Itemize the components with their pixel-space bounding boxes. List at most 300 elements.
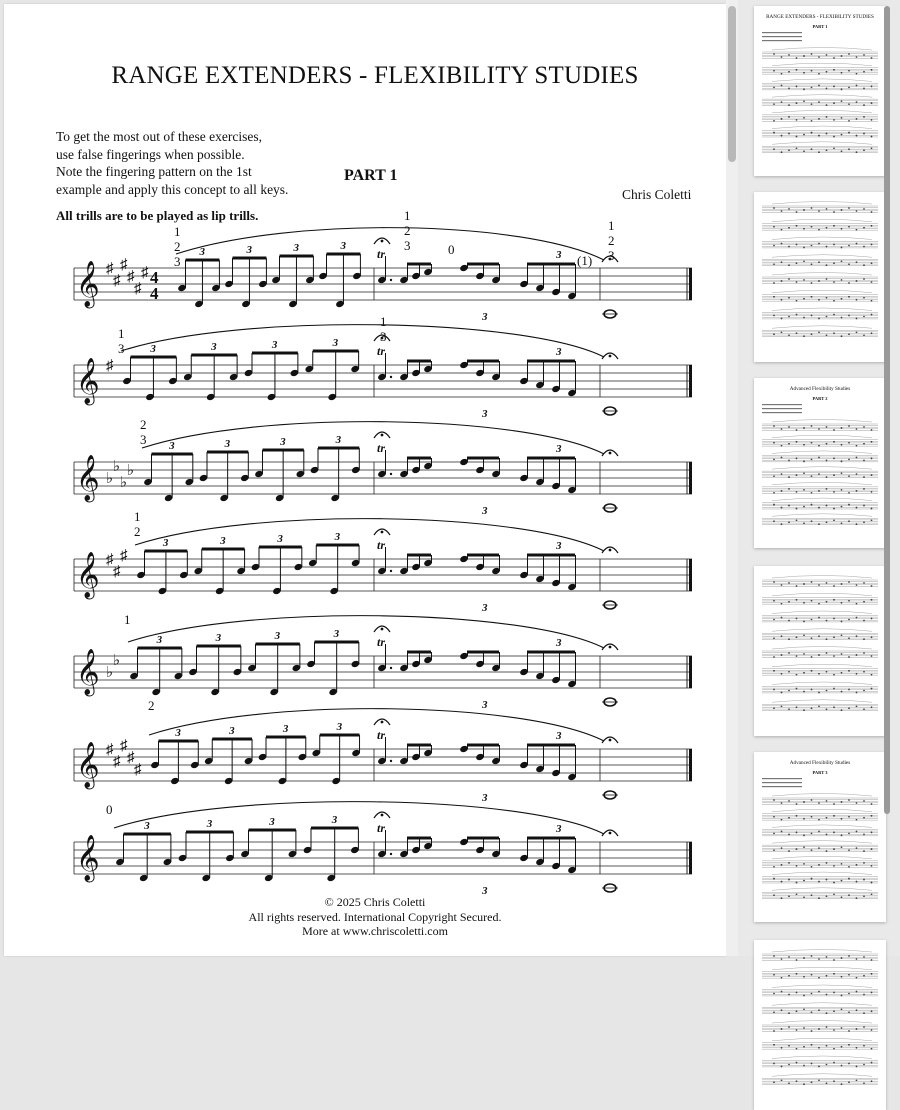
thumbnail-note: [826, 994, 828, 996]
treble-clef-icon: 𝄞: [76, 742, 100, 787]
thumbnail-note: [773, 425, 775, 427]
thumbnail-note: [818, 1009, 820, 1011]
thumbnail-note: [803, 335, 805, 337]
thumbnail-note: [826, 460, 828, 462]
thumbnail-note: [841, 880, 843, 882]
thumbnail-note: [803, 260, 805, 262]
thumbnail-note: [841, 818, 843, 820]
thumbnail-note: [796, 491, 798, 493]
thumbnail-slur: [772, 794, 872, 797]
thumbnail-note: [796, 832, 798, 834]
thumbnail-part: PART 2: [812, 396, 828, 401]
thumbnail-note: [781, 847, 783, 849]
thumbnail-note: [841, 1008, 843, 1010]
thumbnail-note: [841, 846, 843, 848]
thumbnail-note: [818, 135, 820, 137]
thumbnail-note: [871, 86, 873, 88]
thumbnail-note: [848, 226, 850, 228]
triplet-mark: 3: [156, 634, 163, 646]
thumbnail-note: [781, 490, 783, 492]
thumbnail-note: [833, 1029, 835, 1031]
thumbnail-slur: [772, 593, 872, 596]
thumbnail-note: [788, 817, 790, 819]
thumbnail-note: [841, 1046, 843, 1048]
thumbnail-note: [871, 1010, 873, 1012]
thumbnail-note: [841, 583, 843, 585]
main-scrollbar-thumb[interactable]: [728, 6, 736, 162]
fermata-dot: [381, 628, 384, 631]
thumbnail-note: [848, 849, 850, 851]
thumbnail-note: [863, 278, 865, 280]
thumbnail-slur: [772, 985, 872, 988]
sharp-icon: ♯: [120, 738, 128, 754]
thumbnail-note: [781, 1047, 783, 1049]
slur: [114, 802, 604, 834]
thumbnail-note: [848, 707, 850, 709]
thumbnail-note: [856, 318, 858, 320]
thumbnail-note: [856, 135, 858, 137]
trill-mark: tr: [377, 247, 386, 261]
fermata-dot: [609, 355, 612, 358]
thumbnail-note: [863, 671, 865, 673]
thumbnail-note: [848, 1063, 850, 1065]
triplet-mark: 3: [271, 339, 278, 351]
thumbnail-note: [833, 300, 835, 302]
thumbnail-note: [833, 636, 835, 638]
thumbnail-note: [781, 457, 783, 459]
thumbnail-note: [773, 1063, 775, 1065]
thumbnail-note: [788, 638, 790, 640]
thumbnail-note: [796, 688, 798, 690]
thumbnail-note: [781, 473, 783, 475]
thumbnail-note: [773, 103, 775, 105]
thumbnail-note: [856, 958, 858, 960]
thumbnail-slur: [772, 95, 872, 98]
thumbnail-note: [833, 973, 835, 975]
thumbnail-slur: [772, 237, 872, 240]
thumbnail-note: [796, 314, 798, 316]
staff-system: [74, 709, 692, 799]
trill-mark: tr: [377, 635, 386, 649]
thumbnail-note: [773, 816, 775, 818]
thumbnail-note: [796, 599, 798, 601]
thumbnail-note: [788, 426, 790, 428]
fingering-number: 2: [174, 239, 181, 254]
thumbnail-note: [826, 334, 828, 336]
thumbnail-note: [863, 975, 865, 977]
trill-fingering-number: 3: [404, 238, 411, 253]
thumbnail-note: [781, 831, 783, 833]
thumbnail-note: [773, 581, 775, 583]
staff-system: [74, 802, 692, 892]
fermata-dot: [381, 814, 384, 817]
thumbnail-note: [811, 103, 813, 105]
triplet-mark: 3: [211, 341, 217, 353]
thumbnail-slur: [772, 63, 872, 66]
thumbnail-note: [863, 620, 865, 622]
thumbnail-note: [796, 848, 798, 850]
thumbnail-note: [781, 280, 783, 282]
thumbnail-note: [788, 862, 790, 864]
thumbnail-note: [833, 706, 835, 708]
thumbnail-note: [773, 878, 775, 880]
thumbnail-note: [833, 332, 835, 334]
thumbnail-note: [811, 492, 813, 494]
thumbnail-note: [856, 85, 858, 87]
thumbnail-note: [833, 1080, 835, 1082]
thumbnail-note: [788, 975, 790, 977]
thumbnail-note: [841, 279, 843, 281]
thumbnail-note: [833, 281, 835, 283]
thumbnail-note: [841, 150, 843, 152]
thumbnail-note: [818, 831, 820, 833]
thumbnail-note: [826, 862, 828, 864]
thumbnail-note: [781, 1009, 783, 1011]
thumbnail-note: [818, 457, 820, 459]
thumbnail-preview: [754, 752, 886, 922]
thumbnail-note: [871, 992, 873, 994]
thumbnail-note: [826, 879, 828, 881]
fingering-number: 2: [134, 524, 141, 539]
thumbnail-note: [781, 635, 783, 637]
thumbnail-note: [826, 850, 828, 852]
thumbnail-note: [863, 316, 865, 318]
instruction-line: example and apply this concept to all keys.: [56, 181, 289, 197]
fermata-dot: [609, 832, 612, 835]
thumbnail-note: [803, 209, 805, 211]
thumbnail-note: [848, 296, 850, 298]
page-thumbnail[interactable]: [754, 940, 886, 1110]
sharp-icon: ♯: [113, 754, 121, 770]
thumbnail-note: [796, 636, 798, 638]
thumbnail-note: [848, 282, 850, 284]
thumbnail-note: [833, 815, 835, 817]
dot: [390, 473, 392, 475]
thumbnail-note: [796, 1048, 798, 1050]
thumbnail-note: [811, 520, 813, 522]
thumbnail-note: [826, 1064, 828, 1066]
thumbnail-note: [796, 281, 798, 283]
thumbnail-note: [796, 618, 798, 620]
thumbnail-preview: [754, 940, 886, 1110]
sharp-icon: ♯: [134, 762, 142, 778]
fermata-dot: [609, 739, 612, 742]
thumbnail-slur: [772, 856, 872, 859]
thumbnail-note: [773, 1030, 775, 1032]
thumbnail-note: [856, 897, 858, 899]
thumbnail-note: [863, 88, 865, 90]
thumbnail-note: [833, 225, 835, 227]
thumbnail-note: [826, 297, 828, 299]
fermata-dot: [381, 434, 384, 437]
thumbnail-note: [871, 882, 873, 884]
triplet-mark: 3: [556, 443, 562, 455]
thumbnail-note: [848, 520, 850, 522]
thumbnail-note: [848, 833, 850, 835]
thumbnail-note: [863, 264, 865, 266]
thumbnail-note: [796, 519, 798, 521]
thumbnail-note: [848, 816, 850, 818]
thumbnail-note: [803, 150, 805, 152]
thumbnail-note: [796, 992, 798, 994]
thumbnail-note: [773, 132, 775, 134]
thumbnail-note: [871, 973, 873, 975]
triplet-mark: 3: [335, 434, 342, 446]
thumbnail-scrollbar[interactable]: [884, 6, 890, 814]
thumbnail-note: [788, 104, 790, 106]
fingering-number: 2: [148, 698, 155, 713]
triplet-mark: 3: [556, 823, 562, 835]
thumbnail-note: [863, 426, 865, 428]
thumbnail-note: [848, 87, 850, 89]
thumbnail-note: [871, 865, 873, 867]
thumbnail-note: [848, 333, 850, 335]
thumbnail-note: [803, 506, 805, 508]
thumbnail-note: [863, 246, 865, 248]
thumbnail-note: [841, 317, 843, 319]
thumbnail-note: [848, 459, 850, 461]
thumbnail-note: [833, 585, 835, 587]
thumbnail-note: [796, 102, 798, 104]
time-signature-top: 4: [150, 268, 159, 287]
thumbnail-note: [841, 72, 843, 74]
thumbnail-note: [803, 228, 805, 230]
sharp-icon: ♯: [113, 564, 121, 580]
thumbnail-note: [788, 620, 790, 622]
thumbnail-note: [833, 599, 835, 601]
thumbnail-note: [811, 894, 813, 896]
thumbnail-note: [856, 802, 858, 804]
part-heading: PART 1: [344, 167, 398, 184]
thumbnail-note: [841, 134, 843, 136]
thumbnail-text-line: [762, 786, 802, 787]
thumbnail-note: [863, 956, 865, 958]
page-title: RANGE EXTENDERS - FLEXIBILITY STUDIES: [111, 62, 639, 89]
thumbnail-note: [871, 508, 873, 510]
thumbnail-note: [818, 507, 820, 509]
thumbnail-note: [856, 243, 858, 245]
thumbnail-note: [788, 800, 790, 802]
thumbnail-note: [841, 634, 843, 636]
thumbnail-note: [796, 262, 798, 264]
thumbnail-slur: [772, 467, 872, 470]
flat-icon: ♭: [106, 471, 114, 487]
slur: [135, 519, 604, 551]
thumbnail-note: [773, 207, 775, 209]
thumbnail-note: [773, 707, 775, 709]
thumbnail-note: [781, 299, 783, 301]
thumbnail-note: [848, 656, 850, 658]
thumbnail-note: [818, 1079, 820, 1081]
thumbnail-note: [811, 670, 813, 672]
thumbnail-note: [803, 957, 805, 959]
thumbnail-note: [803, 134, 805, 136]
thumbnail-note: [863, 116, 865, 118]
thumbnail-note: [788, 460, 790, 462]
page-thumbnail[interactable]: [754, 566, 886, 736]
thumbnail-note: [841, 427, 843, 429]
thumbnail-note: [811, 226, 813, 228]
thumbnail-note: [863, 817, 865, 819]
triplet-mark: 3: [482, 699, 488, 711]
thumbnail-note: [811, 120, 813, 122]
thumbnail-slur: [772, 1003, 872, 1006]
thumbnail-note: [826, 601, 828, 603]
thumbnail-note: [796, 211, 798, 213]
triplet-mark: 3: [206, 818, 213, 830]
thumbnail-note: [788, 488, 790, 490]
thumbnail-note: [856, 881, 858, 883]
triplet-mark: 3: [482, 885, 488, 897]
thumbnail-note: [856, 507, 858, 509]
thumbnail-note: [773, 866, 775, 868]
footer-line: © 2025 Chris Coletti: [324, 895, 426, 909]
thumbnail-note: [818, 584, 820, 586]
thumbnail-note: [818, 210, 820, 212]
triplet-mark: 3: [334, 531, 341, 543]
thumbnail-note: [841, 506, 843, 508]
thumbnail-note: [871, 458, 873, 460]
final-bar-thick: [689, 559, 692, 591]
thumbnail-note: [826, 316, 828, 318]
thumbnail-note: [818, 473, 820, 475]
triplet-mark: 3: [332, 337, 339, 349]
thumbnail-note: [788, 71, 790, 73]
thumbnail-note: [818, 101, 820, 103]
thumbnail-note: [773, 70, 775, 72]
thumbnail-note: [773, 459, 775, 461]
thumbnail-note: [863, 227, 865, 229]
thumbnail-heading: Advanced Flexibility Studies: [789, 386, 851, 392]
thumbnail-note: [833, 102, 835, 104]
triplet-mark: 3: [482, 792, 488, 804]
thumbnail-note: [773, 619, 775, 621]
thumbnail-note: [856, 490, 858, 492]
thumbnail-note: [841, 489, 843, 491]
thumbnail-note: [871, 655, 873, 657]
thumbnail-note: [803, 634, 805, 636]
thumbnail-note: [856, 617, 858, 619]
thumbnail-note: [818, 73, 820, 75]
thumbnail-note: [811, 993, 813, 995]
thumbnail-note: [848, 442, 850, 444]
thumbnail-note: [811, 53, 813, 55]
thumbnail-note: [781, 318, 783, 320]
thumbnail-note: [856, 692, 858, 694]
thumbnail-note: [833, 959, 835, 961]
fingering-number: 3: [174, 254, 181, 269]
thumbnail-note: [841, 89, 843, 91]
thumbnail-note: [818, 523, 820, 525]
copyright-footer: [4, 895, 746, 939]
thumbnail-note: [818, 299, 820, 301]
thumbnail-note: [863, 443, 865, 445]
thumbnail-note: [773, 849, 775, 851]
thumbnail-slur: [772, 629, 872, 632]
thumbnail-note: [833, 848, 835, 850]
thumbnail-note: [788, 88, 790, 90]
staff-system: [74, 422, 692, 512]
thumbnail-note: [796, 803, 798, 805]
thumbnail-note: [788, 652, 790, 654]
thumbnail-note: [833, 519, 835, 521]
triplet-mark: 3: [150, 343, 156, 355]
thumbnail-note: [863, 1064, 865, 1066]
thumbnail-note: [856, 428, 858, 430]
page-thumbnail[interactable]: [754, 192, 886, 362]
thumbnail-note: [841, 835, 843, 837]
page-thumbnail[interactable]: [754, 752, 886, 922]
thumbnail-note: [833, 1010, 835, 1012]
thumbnail-note: [826, 652, 828, 654]
triplet-mark: 3: [556, 540, 562, 552]
thumbnail-note: [871, 706, 873, 708]
trill-fingering-number: 1: [380, 314, 387, 329]
thumbnail-note: [796, 882, 798, 884]
thumbnail-note: [803, 583, 805, 585]
thumbnail-note: [803, 1046, 805, 1048]
thumbnail-note: [781, 584, 783, 586]
thumbnail-note: [856, 603, 858, 605]
thumbnail-note: [811, 132, 813, 134]
thumbnail-note: [841, 247, 843, 249]
thumbnail-note: [788, 850, 790, 852]
thumbnail-note: [818, 331, 820, 333]
thumbnail-note: [796, 300, 798, 302]
fingering-number: 3: [118, 341, 125, 356]
thumbnail-note: [818, 617, 820, 619]
thumbnail-note: [848, 207, 850, 209]
thumbnail-note: [773, 492, 775, 494]
page-thumbnail[interactable]: [754, 6, 886, 176]
thumbnail-note: [811, 263, 813, 265]
thumbnail-note: [788, 671, 790, 673]
thumbnail-note: [818, 864, 820, 866]
thumbnail-note: [856, 635, 858, 637]
thumbnail-note: [826, 817, 828, 819]
thumbnail-note: [856, 457, 858, 459]
thumbnail-note: [818, 635, 820, 637]
thumbnail-note: [773, 1044, 775, 1046]
thumbnail-preview: [754, 378, 886, 548]
thumbnail-note: [788, 601, 790, 603]
thumbnail-note: [781, 151, 783, 153]
thumbnail-note: [811, 1030, 813, 1032]
thumbnail-note: [773, 993, 775, 995]
thumbnail-slur: [772, 498, 872, 501]
thumbnail-note: [803, 461, 805, 463]
triplet-mark: 3: [280, 436, 286, 448]
thumbnail-note: [826, 895, 828, 897]
thumbnail-note: [773, 689, 775, 691]
sharp-icon: ♯: [134, 281, 142, 297]
triplet-mark: 3: [556, 346, 562, 358]
sharp-icon: ♯: [127, 750, 135, 766]
thumbnail-note: [811, 619, 813, 621]
thumbnail-note: [818, 603, 820, 605]
footer-line: More at www.chriscoletti.com: [302, 924, 448, 938]
thumbnail-note: [803, 117, 805, 119]
page-thumbnail[interactable]: [754, 378, 886, 548]
thumbnail-note: [781, 819, 783, 821]
end-fingering-number: 1: [608, 218, 615, 233]
thumbnail-note: [803, 55, 805, 57]
thumbnail-note: [841, 209, 843, 211]
thumbnail-note: [863, 862, 865, 864]
thumbnail-note: [796, 674, 798, 676]
thumbnail-slur: [772, 451, 872, 454]
thumbnail-note: [803, 602, 805, 604]
